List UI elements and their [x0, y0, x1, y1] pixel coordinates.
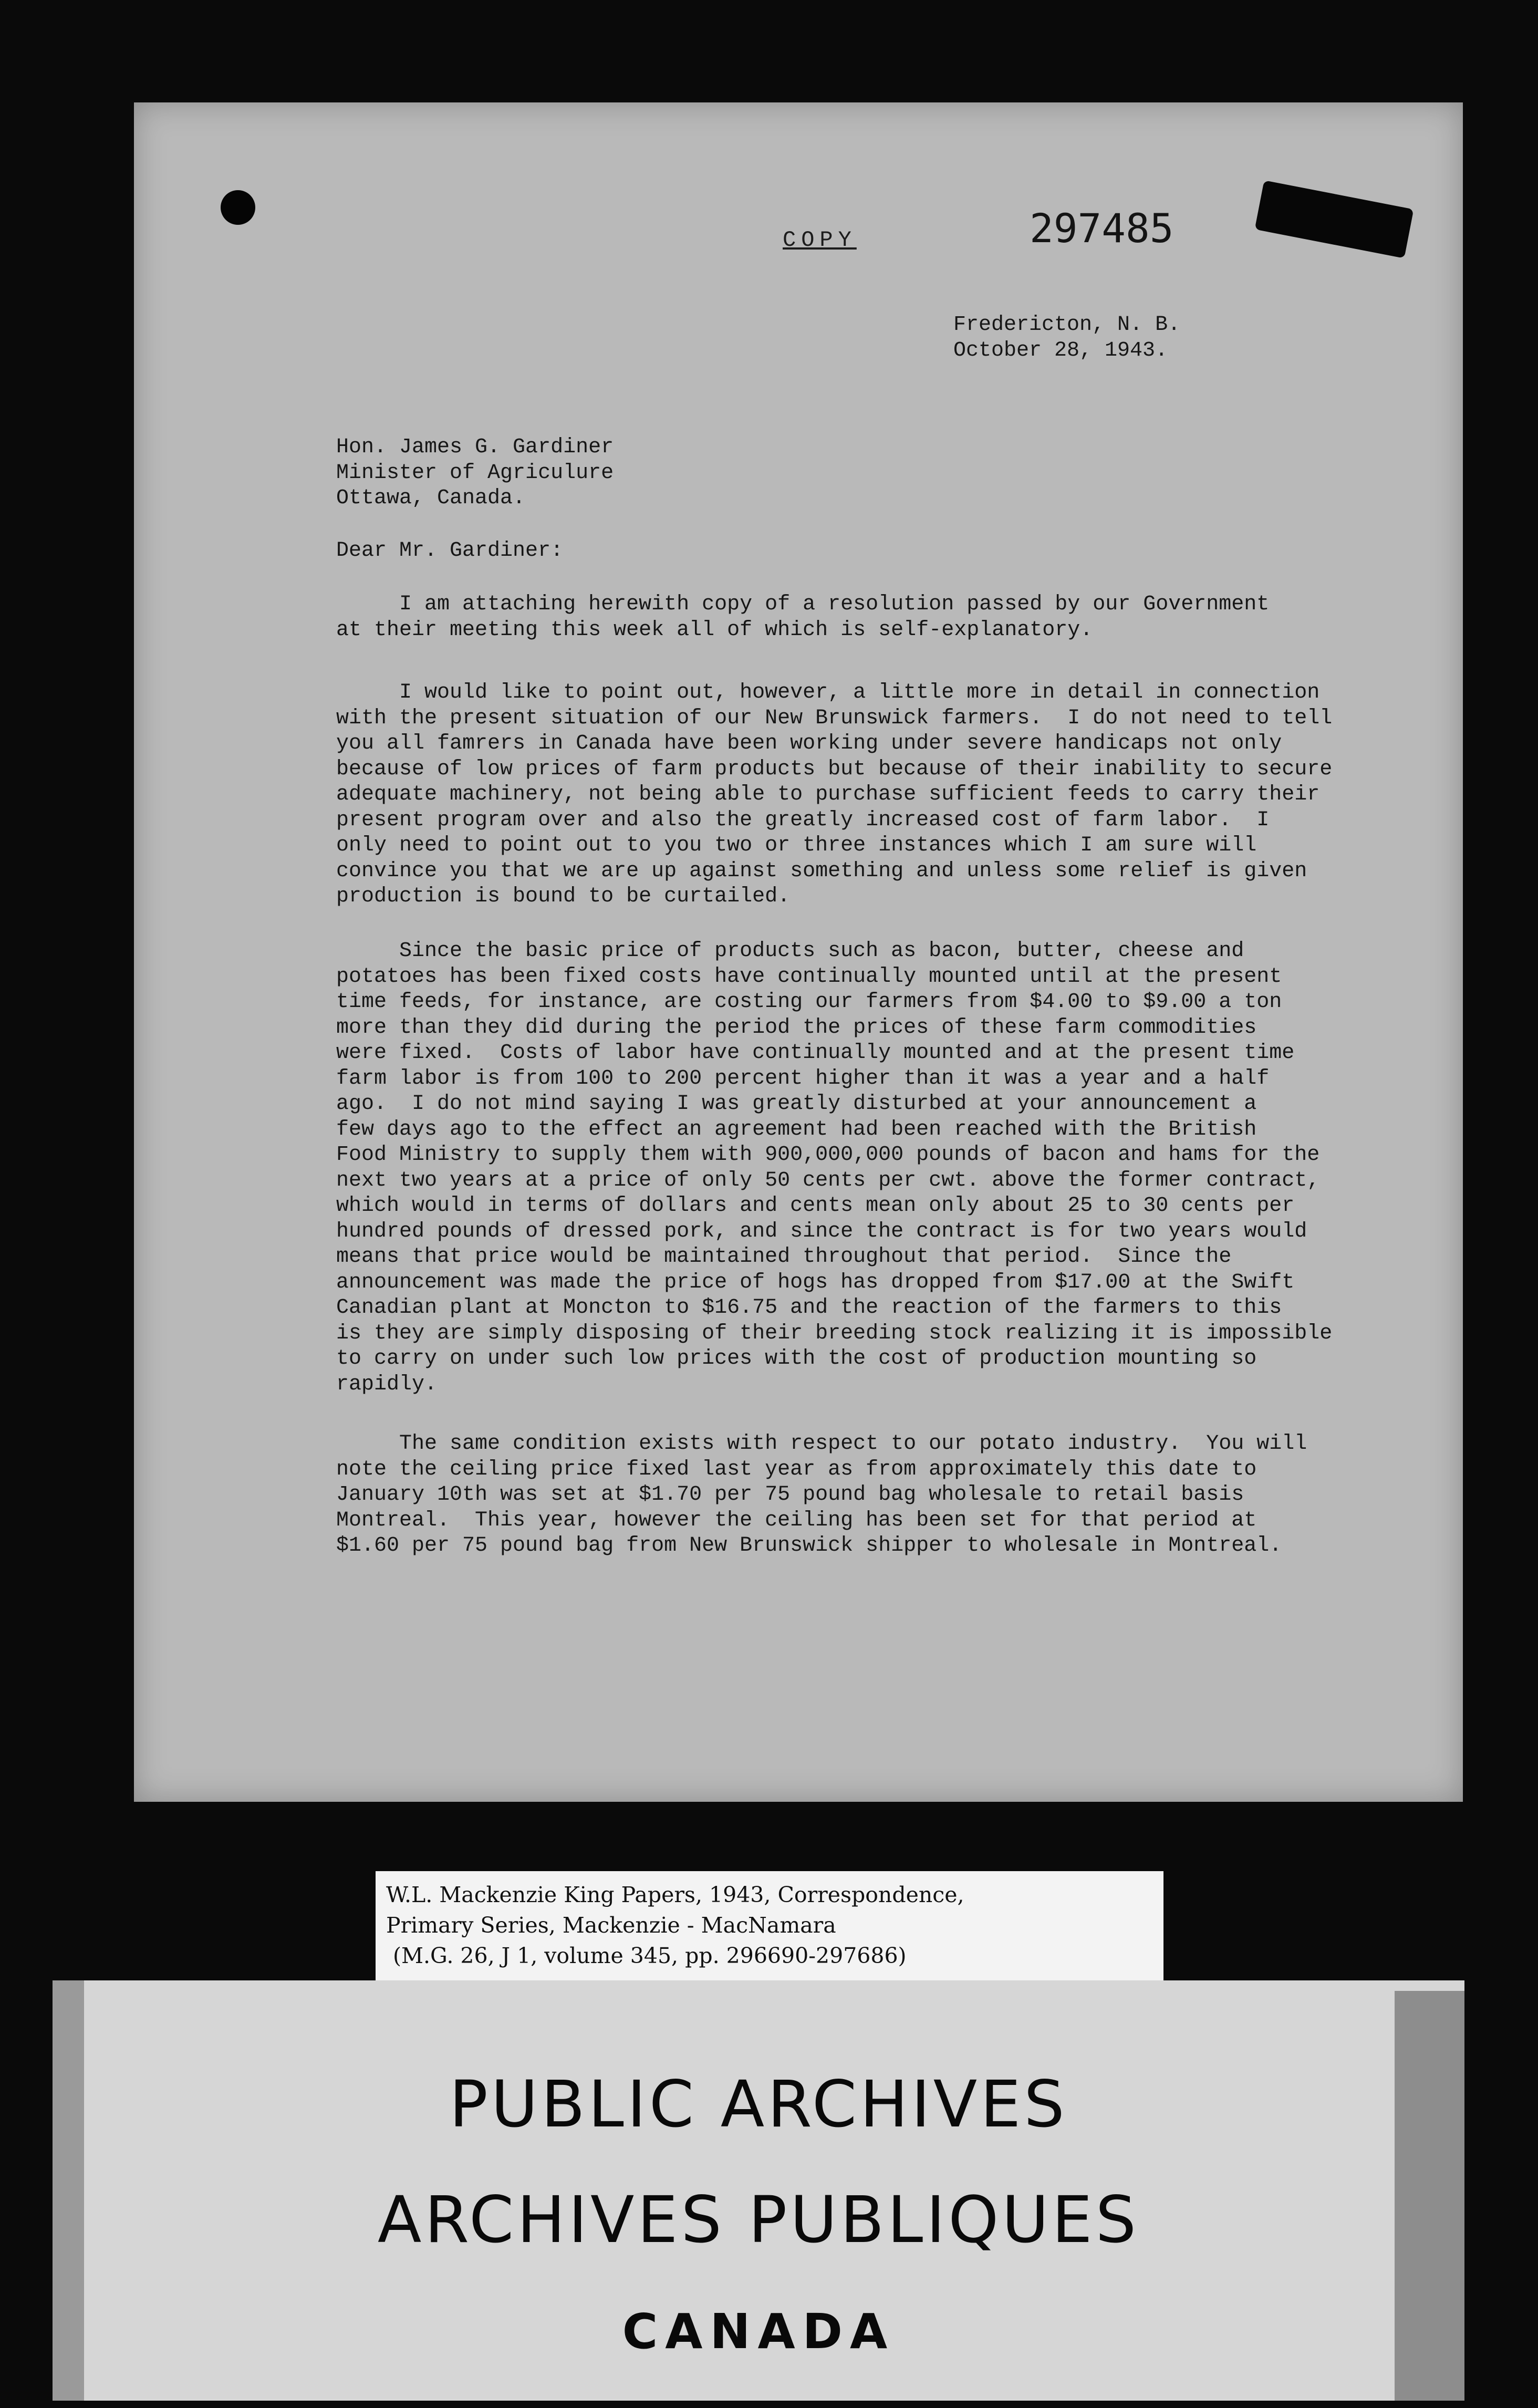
copy-heading: COPY	[783, 227, 857, 253]
paragraph-3: Since the basic price of products such as bacon, butter, cheese and potatoes has been fixed costs have continually mounted until at the present time feeds, for instance, are costing our farmers from $4.00 to $9.00 a ton more than they did during the period the prices of these farm commodities were fixed. Costs of labor have continually mounted and at the present time farm labor is from 100 to 200 percent higher than it was a year and a half ago. I do not mind saying I was greatly disturbed at your announcement a few days ago to the effect an agreement had been reached with the British Food Ministry to supply them with 900,000,000 pounds of bacon and hams for the next two years at a price of only 50 cents per cwt. above the former contract, which would in terms of dollars and cents mean only about 25 to 30 cents per hundred pounds of dressed pork, and since the contract is for two years would means that price would be maintained throughout that period. Since the announcement was made the price of hogs has dropped from $17.00 at the Swift Canadian plant at Moncton to $16.75 and the reaction of the farmers to this is they are simply disposing of their breeding stock realizing it is impossible to carry on under such low prices with the cost of production mounting so rapidly.	[336, 939, 1333, 1396]
paragraph-2: I would like to point out, however, a little more in detail in connection with the present situation of our New Brunswick farmers. I do not need to tell you all famrers in Canada have been working under severe handicaps not only because of low prices of farm products but because of their inability to secure adequate machinery, not being able to purchase sufficient feeds to carry their present program over and also the greatly increased cost of farm labor. I only need to point out to you two or three instances which I am sure will convince you that we are up against something and unless some relief is given production is bound to be curtailed.	[336, 681, 1333, 908]
archive-line-canada: CANADA	[622, 2303, 895, 2360]
punch-hole	[221, 190, 255, 225]
citation-label-text: W.L. Mackenzie King Papers, 1943, Correspondence, Primary Series, Mackenzie - MacNamara (M.G. 26, J 1, volume 345, pp. 296690-297686)	[386, 1882, 964, 1968]
dateline: Fredericton, N. B. October 28, 1943.	[953, 313, 1181, 362]
paragraph-1: I am attaching herewith copy of a resolution passed by our Government at their meeting this week all of which is self-explanatory.	[336, 593, 1270, 642]
paragraph-4: The same condition exists with respect to our potato industry. You will note the ceiling price fixed last year as from approximately this date to January 10th was set at $1.70 per 75 pound bag wholesale to retail basis Montreal. This year, however the ceiling has been set for that period at $1.60 per 75 pound bag from New Brunswick shipper to wholesale in Montreal.	[336, 1432, 1307, 1558]
salutation: Dear Mr. Gardiner:	[336, 539, 564, 563]
addressee-block: Hon. James G. Gardiner Minister of Agriculure Ottawa, Canada.	[336, 435, 614, 510]
archive-line-public-archives: PUBLIC ARCHIVES	[449, 2067, 1068, 2142]
archive-line-archives-publiques: ARCHIVES PUBLIQUES	[377, 2183, 1140, 2257]
stamp-number: 297485	[1030, 205, 1174, 252]
